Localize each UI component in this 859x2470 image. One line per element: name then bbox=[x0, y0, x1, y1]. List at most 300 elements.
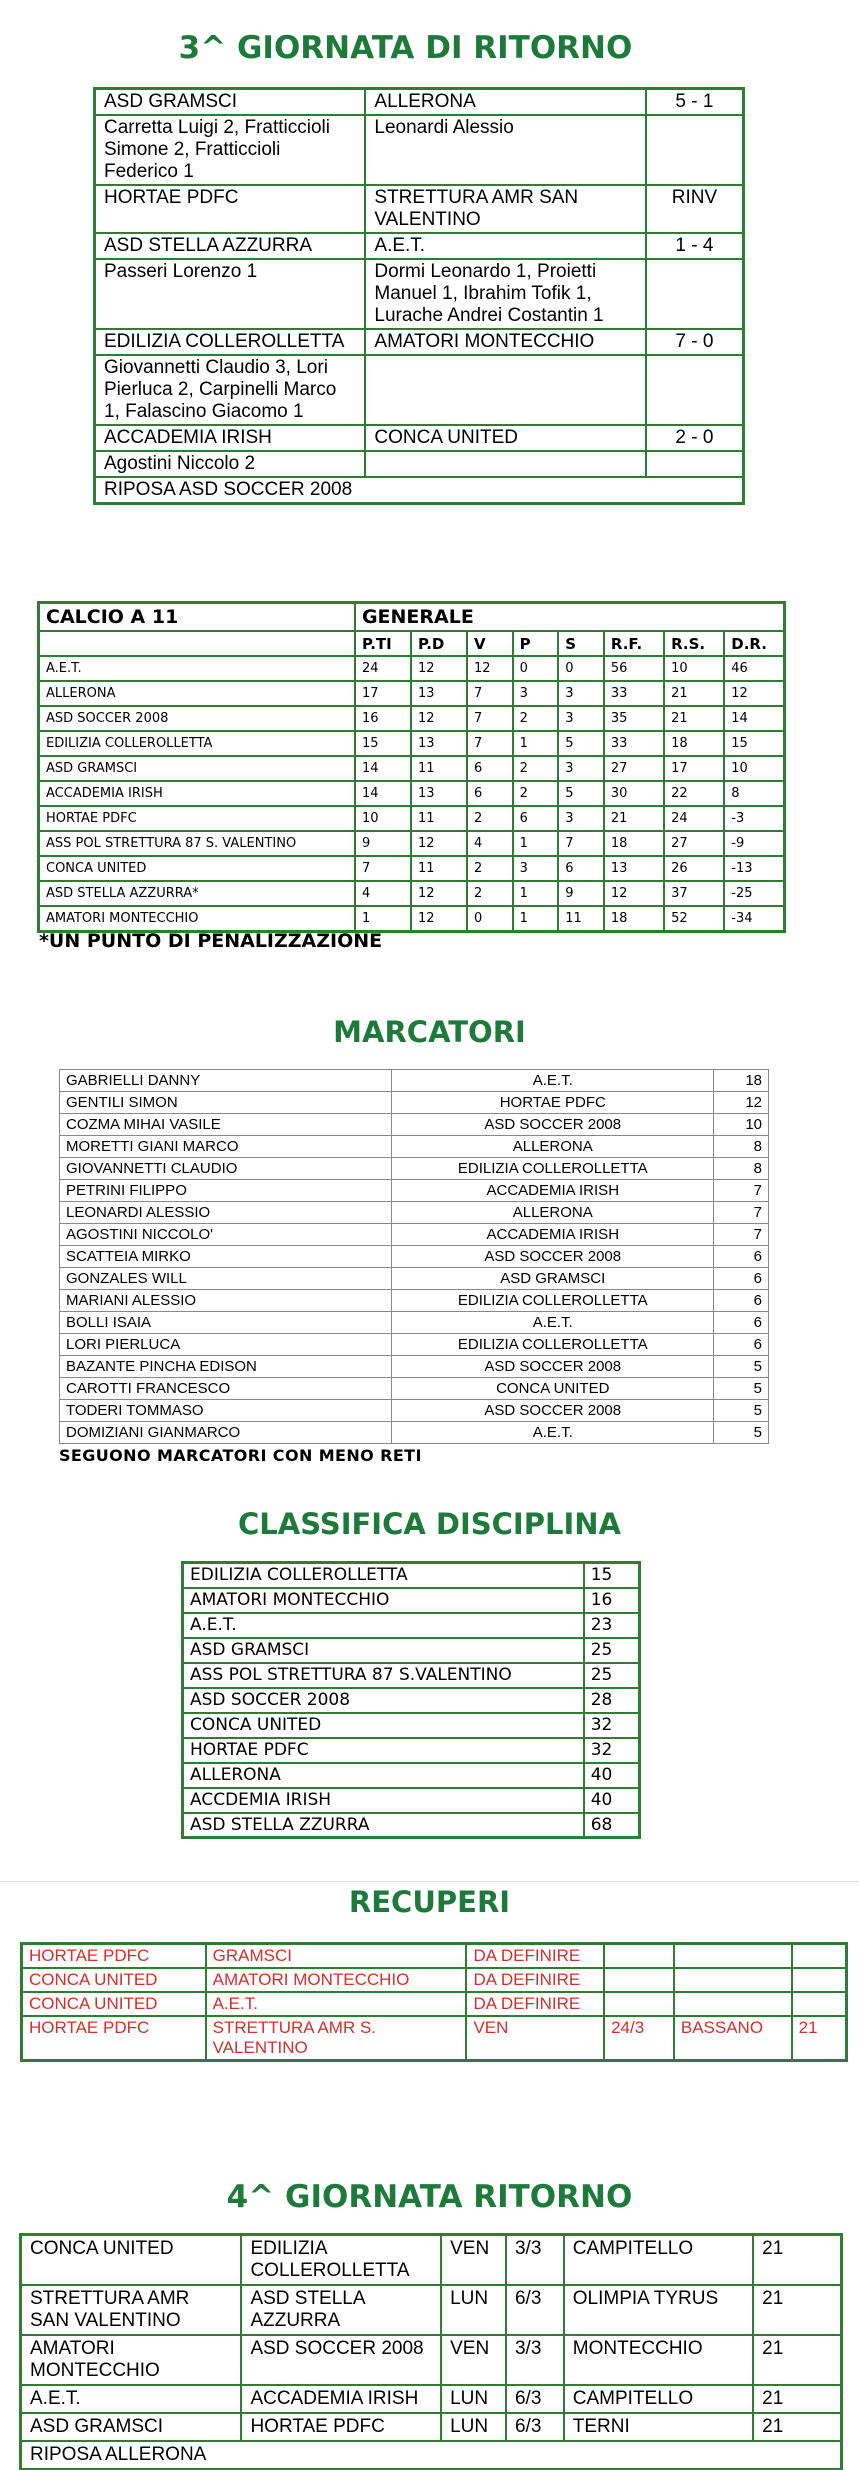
fixture-cell: TERNI bbox=[564, 2413, 753, 2441]
score-cell: 5 - 1 bbox=[646, 89, 744, 116]
fixture-cell: VEN bbox=[441, 2335, 506, 2385]
discipline-row bbox=[183, 1663, 640, 1688]
player-cell: PETRINI FILIPPO bbox=[60, 1180, 392, 1202]
standings-header-cell: P.D bbox=[411, 631, 467, 656]
stat-cell: 15 bbox=[355, 731, 411, 756]
stat-cell: 35 bbox=[604, 706, 664, 731]
goals-cell: 7 bbox=[714, 1202, 769, 1224]
stat-cell: 22 bbox=[664, 781, 724, 806]
discipline-row bbox=[183, 1713, 640, 1738]
stat-cell: 7 bbox=[467, 681, 513, 706]
standings-row bbox=[39, 656, 785, 681]
stat-cell: 12 bbox=[411, 706, 467, 731]
player-cell: TODERI TOMMASO bbox=[60, 1400, 392, 1422]
team-cell: ASD SOCCER 2008 bbox=[39, 706, 355, 731]
discipline-row bbox=[183, 1638, 640, 1663]
team-cell: CONCA UNITED bbox=[39, 856, 355, 881]
fixture-cell: ASD GRAMSCI bbox=[21, 2413, 242, 2441]
scorer-row bbox=[60, 1378, 769, 1400]
goals-cell: 8 bbox=[714, 1136, 769, 1158]
discipline-row bbox=[183, 1588, 640, 1613]
stat-cell: -34 bbox=[724, 906, 784, 931]
stat-cell: 1 bbox=[355, 906, 411, 931]
points-cell: 23 bbox=[584, 1613, 640, 1638]
stat-cell: 18 bbox=[664, 731, 724, 756]
stat-cell: 10 bbox=[664, 656, 724, 681]
team-cell: ALLERONA bbox=[392, 1136, 714, 1158]
scorer-row bbox=[60, 1202, 769, 1224]
stat-cell: 12 bbox=[411, 831, 467, 856]
standings-row bbox=[39, 706, 785, 731]
stat-cell: 6 bbox=[558, 856, 604, 881]
discipline-row bbox=[183, 1688, 640, 1713]
recupero-cell: GRAMSCI bbox=[206, 1944, 467, 1969]
next-round-table bbox=[19, 2233, 843, 2470]
player-cell: LEONARDI ALESSIO bbox=[60, 1202, 392, 1224]
fixture-row bbox=[21, 2385, 842, 2413]
fixture-cell: EDILIZIA COLLEROLLETTA bbox=[241, 2235, 441, 2286]
stat-cell: 21 bbox=[664, 706, 724, 731]
standings-row bbox=[39, 856, 785, 881]
recupero-cell: CONCA UNITED bbox=[22, 1968, 206, 1992]
team-cell: AMATORI MONTECCHIO bbox=[183, 1588, 584, 1613]
stat-cell: -13 bbox=[724, 856, 784, 881]
scorer-row bbox=[60, 1268, 769, 1290]
stat-cell: 12 bbox=[411, 906, 467, 931]
result-row bbox=[95, 89, 744, 116]
standings-row bbox=[39, 881, 785, 906]
goals-cell: 18 bbox=[714, 1070, 769, 1092]
recupero-cell: STRETTURA AMR S. VALENTINO bbox=[206, 2016, 467, 2061]
stat-cell: 2 bbox=[513, 781, 559, 806]
team-cell: ASD STELLA ZZURRA bbox=[183, 1813, 584, 1838]
recupero-row bbox=[22, 1968, 847, 1992]
fixture-cell: 21 bbox=[753, 2285, 841, 2335]
fixture-cell: 21 bbox=[753, 2235, 841, 2286]
standings-header-cell: D.R. bbox=[724, 631, 784, 656]
standings-row bbox=[39, 731, 785, 756]
stat-cell: 15 bbox=[724, 731, 784, 756]
stat-cell: 27 bbox=[604, 756, 664, 781]
stat-cell: 21 bbox=[664, 681, 724, 706]
fixture-row bbox=[21, 2413, 842, 2441]
result-row bbox=[95, 115, 744, 185]
recupero-cell: 21 bbox=[792, 2016, 847, 2061]
discipline-title: CLASSIFICA DISCIPLINA bbox=[238, 1507, 621, 1541]
stat-cell: 6 bbox=[467, 781, 513, 806]
player-cell: BAZANTE PINCHA EDISON bbox=[60, 1356, 392, 1378]
points-cell: 28 bbox=[584, 1688, 640, 1713]
stat-cell: 1 bbox=[513, 831, 559, 856]
goals-cell: 6 bbox=[714, 1268, 769, 1290]
stat-cell: 7 bbox=[558, 831, 604, 856]
stat-cell: 17 bbox=[664, 756, 724, 781]
stat-cell: 8 bbox=[724, 781, 784, 806]
goals-cell: 10 bbox=[714, 1114, 769, 1136]
player-cell: LORI PIERLUCA bbox=[60, 1334, 392, 1356]
standings-table bbox=[37, 601, 786, 933]
stat-cell: 10 bbox=[355, 806, 411, 831]
fixture-cell: 6/3 bbox=[506, 2385, 564, 2413]
team-cell: ALLERONA bbox=[183, 1763, 584, 1788]
recupero-cell bbox=[792, 1944, 847, 1969]
recupero-cell: DA DEFINIRE bbox=[466, 1944, 604, 1969]
fixture-cell: LUN bbox=[441, 2385, 506, 2413]
discipline-row bbox=[183, 1738, 640, 1763]
stat-cell: 0 bbox=[558, 656, 604, 681]
standings-header-cell: R.F. bbox=[604, 631, 664, 656]
stat-cell: 14 bbox=[724, 706, 784, 731]
points-cell: 32 bbox=[584, 1713, 640, 1738]
home-cell: ASD GRAMSCI bbox=[95, 89, 366, 116]
stat-cell: 11 bbox=[411, 856, 467, 881]
stat-cell: 9 bbox=[355, 831, 411, 856]
player-cell: COZMA MIHAI VASILE bbox=[60, 1114, 392, 1136]
standings-label: CALCIO A 11 bbox=[39, 603, 355, 632]
scorer-row bbox=[60, 1356, 769, 1378]
scorer-row bbox=[60, 1290, 769, 1312]
stat-cell: 33 bbox=[604, 731, 664, 756]
recupero-cell: VEN bbox=[466, 2016, 604, 2061]
stat-cell: 11 bbox=[558, 906, 604, 931]
team-cell: HORTAE PDFC bbox=[183, 1738, 584, 1763]
recupero-cell bbox=[674, 1968, 792, 1992]
stat-cell: 3 bbox=[513, 856, 559, 881]
stat-cell: -3 bbox=[724, 806, 784, 831]
recupero-cell bbox=[604, 1992, 674, 2016]
team-cell: A.E.T. bbox=[183, 1613, 584, 1638]
team-cell: A.E.T. bbox=[392, 1070, 714, 1092]
fixture-cell: 21 bbox=[753, 2335, 841, 2385]
team-cell: EDILIZIA COLLEROLLETTA bbox=[39, 731, 355, 756]
stat-cell: 14 bbox=[355, 756, 411, 781]
fixture-row bbox=[21, 2335, 842, 2385]
home-cell: Giovannetti Claudio 3, Lori Pierluca 2, Carpinelli Marco 1, Falascino Giacomo 1 bbox=[95, 355, 366, 425]
scorer-row bbox=[60, 1246, 769, 1268]
points-cell: 15 bbox=[584, 1563, 640, 1588]
team-cell: ASS POL STRETTURA 87 S.VALENTINO bbox=[183, 1663, 584, 1688]
stat-cell: 10 bbox=[724, 756, 784, 781]
score-cell: 7 - 0 bbox=[646, 329, 744, 355]
stat-cell: 52 bbox=[664, 906, 724, 931]
player-cell: AGOSTINI NICCOLO' bbox=[60, 1224, 392, 1246]
stat-cell: 4 bbox=[355, 881, 411, 906]
goals-cell: 6 bbox=[714, 1290, 769, 1312]
recupero-row bbox=[22, 1992, 847, 2016]
standings-group: GENERALE bbox=[355, 603, 785, 632]
stat-cell: 46 bbox=[724, 656, 784, 681]
team-cell: ASD SOCCER 2008 bbox=[392, 1400, 714, 1422]
standings-header-cell: P bbox=[513, 631, 559, 656]
stat-cell: 2 bbox=[513, 706, 559, 731]
standings-row bbox=[39, 906, 785, 931]
score-cell bbox=[646, 355, 744, 425]
score-cell bbox=[646, 259, 744, 329]
stat-cell: 6 bbox=[467, 756, 513, 781]
goals-cell: 5 bbox=[714, 1378, 769, 1400]
stat-cell: 24 bbox=[355, 656, 411, 681]
fixture-cell: A.E.T. bbox=[21, 2385, 242, 2413]
result-row bbox=[95, 233, 744, 259]
stat-cell: 37 bbox=[664, 881, 724, 906]
stat-cell: 7 bbox=[355, 856, 411, 881]
stat-cell: 12 bbox=[724, 681, 784, 706]
fixture-cell: 3/3 bbox=[506, 2335, 564, 2385]
player-cell: MARIANI ALESSIO bbox=[60, 1290, 392, 1312]
team-cell: HORTAE PDFC bbox=[392, 1092, 714, 1114]
scorers-note: SEGUONO MARCATORI CON MENO RETI bbox=[59, 1446, 422, 1465]
points-cell: 25 bbox=[584, 1638, 640, 1663]
player-cell: GONZALES WILL bbox=[60, 1268, 392, 1290]
fixture-cell: OLIMPIA TYRUS bbox=[564, 2285, 753, 2335]
stat-cell: 18 bbox=[604, 831, 664, 856]
player-cell: GIOVANNETTI CLAUDIO bbox=[60, 1158, 392, 1180]
fixture-cell: 6/3 bbox=[506, 2413, 564, 2441]
recupero-cell bbox=[674, 1944, 792, 1969]
recupero-cell bbox=[604, 1944, 674, 1969]
away-cell: A.E.T. bbox=[365, 233, 645, 259]
goals-cell: 5 bbox=[714, 1356, 769, 1378]
standings-row bbox=[39, 831, 785, 856]
team-cell: ASD STELLA AZZURRA* bbox=[39, 881, 355, 906]
team-cell: EDILIZIA COLLEROLLETTA bbox=[392, 1290, 714, 1312]
stat-cell: 6 bbox=[513, 806, 559, 831]
team-cell: A.E.T. bbox=[392, 1422, 714, 1444]
fixture-cell: 6/3 bbox=[506, 2285, 564, 2335]
stat-cell: 4 bbox=[467, 831, 513, 856]
team-cell: ASS POL STRETTURA 87 S. VALENTINO bbox=[39, 831, 355, 856]
goals-cell: 6 bbox=[714, 1312, 769, 1334]
fixture-cell: STRETTURA AMR SAN VALENTINO bbox=[21, 2285, 242, 2335]
goals-cell: 8 bbox=[714, 1158, 769, 1180]
goals-cell: 6 bbox=[714, 1246, 769, 1268]
away-cell: AMATORI MONTECCHIO bbox=[365, 329, 645, 355]
stat-cell: 14 bbox=[355, 781, 411, 806]
stat-cell: 2 bbox=[467, 881, 513, 906]
team-cell: ALLERONA bbox=[392, 1202, 714, 1224]
scorer-row bbox=[60, 1114, 769, 1136]
rest-row bbox=[21, 2441, 842, 2470]
away-cell: Dormi Leonardo 1, Proietti Manuel 1, Ibrahim Tofik 1, Lurache Andrei Costantin 1 bbox=[365, 259, 645, 329]
home-cell: ACCADEMIA IRISH bbox=[95, 425, 366, 451]
recupero-cell: DA DEFINIRE bbox=[466, 1992, 604, 2016]
player-cell: DOMIZIANI GIANMARCO bbox=[60, 1422, 392, 1444]
team-cell: ACCDEMIA IRISH bbox=[183, 1788, 584, 1813]
goals-cell: 5 bbox=[714, 1422, 769, 1444]
scorer-row bbox=[60, 1158, 769, 1180]
standings-row bbox=[39, 781, 785, 806]
penalty-note: *UN PUNTO DI PENALIZZAZIONE bbox=[39, 930, 383, 952]
team-cell: A.E.T. bbox=[39, 656, 355, 681]
stat-cell: 2 bbox=[513, 756, 559, 781]
team-cell: ASD GRAMSCI bbox=[39, 756, 355, 781]
stat-cell: 0 bbox=[467, 906, 513, 931]
fixture-cell: VEN bbox=[441, 2235, 506, 2286]
scorer-row bbox=[60, 1070, 769, 1092]
stat-cell: 3 bbox=[513, 681, 559, 706]
away-cell bbox=[365, 355, 645, 425]
recupero-cell: HORTAE PDFC bbox=[22, 1944, 206, 1969]
discipline-row bbox=[183, 1813, 640, 1838]
standings-header-cell: R.S. bbox=[664, 631, 724, 656]
recupero-cell: CONCA UNITED bbox=[22, 1992, 206, 2016]
fixture-cell: HORTAE PDFC bbox=[241, 2413, 441, 2441]
discipline-table bbox=[181, 1561, 641, 1839]
goals-cell: 5 bbox=[714, 1400, 769, 1422]
discipline-row bbox=[183, 1763, 640, 1788]
fixture-cell: ACCADEMIA IRISH bbox=[241, 2385, 441, 2413]
score-cell bbox=[646, 451, 744, 477]
player-cell: GABRIELLI DANNY bbox=[60, 1070, 392, 1092]
home-cell: Passeri Lorenzo 1 bbox=[95, 259, 366, 329]
fixture-cell: AMATORI MONTECCHIO bbox=[21, 2335, 242, 2385]
scorers-title: MARCATORI bbox=[333, 1015, 526, 1049]
fixture-cell: 3/3 bbox=[506, 2235, 564, 2286]
result-row bbox=[95, 329, 744, 355]
stat-cell: 13 bbox=[411, 681, 467, 706]
stat-cell: 3 bbox=[558, 756, 604, 781]
team-cell: ASD GRAMSCI bbox=[183, 1638, 584, 1663]
standings-header-cell: S bbox=[558, 631, 604, 656]
stat-cell: 12 bbox=[467, 656, 513, 681]
stat-cell: 3 bbox=[558, 681, 604, 706]
goals-cell: 6 bbox=[714, 1334, 769, 1356]
score-cell: RINV bbox=[646, 185, 744, 233]
recupero-cell bbox=[604, 1968, 674, 1992]
discipline-row bbox=[183, 1613, 640, 1638]
stat-cell: 26 bbox=[664, 856, 724, 881]
stat-cell: 24 bbox=[664, 806, 724, 831]
home-cell: HORTAE PDFC bbox=[95, 185, 366, 233]
rest-cell: RIPOSA ASD SOCCER 2008 bbox=[95, 477, 744, 504]
scorer-row bbox=[60, 1224, 769, 1246]
stat-cell: 3 bbox=[558, 806, 604, 831]
fixture-row bbox=[21, 2285, 842, 2335]
team-cell: EDILIZIA COLLEROLLETTA bbox=[392, 1334, 714, 1356]
stat-cell: 9 bbox=[558, 881, 604, 906]
fixture-cell: MONTECCHIO bbox=[564, 2335, 753, 2385]
result-row bbox=[95, 185, 744, 233]
team-cell: A.E.T. bbox=[392, 1312, 714, 1334]
player-cell: BOLLI ISAIA bbox=[60, 1312, 392, 1334]
stat-cell: 11 bbox=[411, 806, 467, 831]
stat-cell: 0 bbox=[513, 656, 559, 681]
stat-cell: -9 bbox=[724, 831, 784, 856]
team-cell: ASD GRAMSCI bbox=[392, 1268, 714, 1290]
points-cell: 25 bbox=[584, 1663, 640, 1688]
scorer-row bbox=[60, 1180, 769, 1202]
team-cell: CONCA UNITED bbox=[392, 1378, 714, 1400]
stat-cell: 16 bbox=[355, 706, 411, 731]
stat-cell: 2 bbox=[467, 856, 513, 881]
fixture-row bbox=[21, 2235, 842, 2286]
standings-header-cell: V bbox=[467, 631, 513, 656]
stat-cell: 21 bbox=[604, 806, 664, 831]
fixture-cell: CAMPITELLO bbox=[564, 2235, 753, 2286]
away-cell: STRETTURA AMR SAN VALENTINO bbox=[365, 185, 645, 233]
stat-cell: 2 bbox=[467, 806, 513, 831]
result-row bbox=[95, 259, 744, 329]
stat-cell: 1 bbox=[513, 906, 559, 931]
goals-cell: 12 bbox=[714, 1092, 769, 1114]
recupero-cell: A.E.T. bbox=[206, 1992, 467, 2016]
score-cell: 2 - 0 bbox=[646, 425, 744, 451]
result-row bbox=[95, 425, 744, 451]
recupero-cell: BASSANO bbox=[674, 2016, 792, 2061]
home-cell: ASD STELLA AZZURRA bbox=[95, 233, 366, 259]
fixture-cell: 21 bbox=[753, 2385, 841, 2413]
discipline-row bbox=[183, 1563, 640, 1588]
points-cell: 40 bbox=[584, 1788, 640, 1813]
goals-cell: 7 bbox=[714, 1180, 769, 1202]
team-cell: EDILIZIA COLLEROLLETTA bbox=[183, 1563, 584, 1588]
stat-cell: 5 bbox=[558, 731, 604, 756]
next-round-title: 4^ GIORNATA RITORNO bbox=[226, 2179, 633, 2215]
score-cell: 1 - 4 bbox=[646, 233, 744, 259]
standings-header-cell: P.TI bbox=[355, 631, 411, 656]
team-cell: ASD SOCCER 2008 bbox=[183, 1688, 584, 1713]
team-cell: ASD SOCCER 2008 bbox=[392, 1114, 714, 1136]
results-table bbox=[93, 87, 745, 505]
team-cell: ASD SOCCER 2008 bbox=[392, 1246, 714, 1268]
recupero-cell: AMATORI MONTECCHIO bbox=[206, 1968, 467, 1992]
section-divider bbox=[0, 1881, 859, 1882]
discipline-row bbox=[183, 1788, 640, 1813]
fixture-cell: LUN bbox=[441, 2285, 506, 2335]
stat-cell: -25 bbox=[724, 881, 784, 906]
fixture-cell: CONCA UNITED bbox=[21, 2235, 242, 2286]
standings-row bbox=[39, 806, 785, 831]
fixture-cell: 21 bbox=[753, 2413, 841, 2441]
fixture-cell: ASD SOCCER 2008 bbox=[241, 2335, 441, 2385]
recupero-row bbox=[22, 1944, 847, 1969]
score-cell bbox=[646, 115, 744, 185]
fixture-cell: ASD STELLA AZZURRA bbox=[241, 2285, 441, 2335]
scorer-row bbox=[60, 1092, 769, 1114]
recupero-cell: DA DEFINIRE bbox=[466, 1968, 604, 1992]
team-cell: ACCADEMIA IRISH bbox=[392, 1180, 714, 1202]
recupero-cell bbox=[674, 1992, 792, 2016]
fixture-cell: CAMPITELLO bbox=[564, 2385, 753, 2413]
team-cell: ACCADEMIA IRISH bbox=[39, 781, 355, 806]
player-cell: GENTILI SIMON bbox=[60, 1092, 392, 1114]
fixture-cell: LUN bbox=[441, 2413, 506, 2441]
team-cell: ALLERONA bbox=[39, 681, 355, 706]
team-cell: EDILIZIA COLLEROLLETTA bbox=[392, 1158, 714, 1180]
away-cell bbox=[365, 451, 645, 477]
rest-row bbox=[95, 477, 744, 504]
away-cell: CONCA UNITED bbox=[365, 425, 645, 451]
scorer-row bbox=[60, 1400, 769, 1422]
home-cell: EDILIZIA COLLEROLLETTA bbox=[95, 329, 366, 355]
stat-cell: 3 bbox=[558, 706, 604, 731]
standings-row bbox=[39, 681, 785, 706]
result-row bbox=[95, 451, 744, 477]
player-cell: CAROTTI FRANCESCO bbox=[60, 1378, 392, 1400]
team-cell: ACCADEMIA IRISH bbox=[392, 1224, 714, 1246]
home-cell: Agostini Niccolo 2 bbox=[95, 451, 366, 477]
stat-cell: 18 bbox=[604, 906, 664, 931]
stat-cell: 56 bbox=[604, 656, 664, 681]
scorer-row bbox=[60, 1422, 769, 1444]
stat-cell: 12 bbox=[604, 881, 664, 906]
stat-cell: 12 bbox=[411, 656, 467, 681]
stat-cell: 7 bbox=[467, 731, 513, 756]
points-cell: 32 bbox=[584, 1738, 640, 1763]
player-cell: MORETTI GIANI MARCO bbox=[60, 1136, 392, 1158]
player-cell: SCATTEIA MIRKO bbox=[60, 1246, 392, 1268]
team-cell: ASD SOCCER 2008 bbox=[392, 1356, 714, 1378]
